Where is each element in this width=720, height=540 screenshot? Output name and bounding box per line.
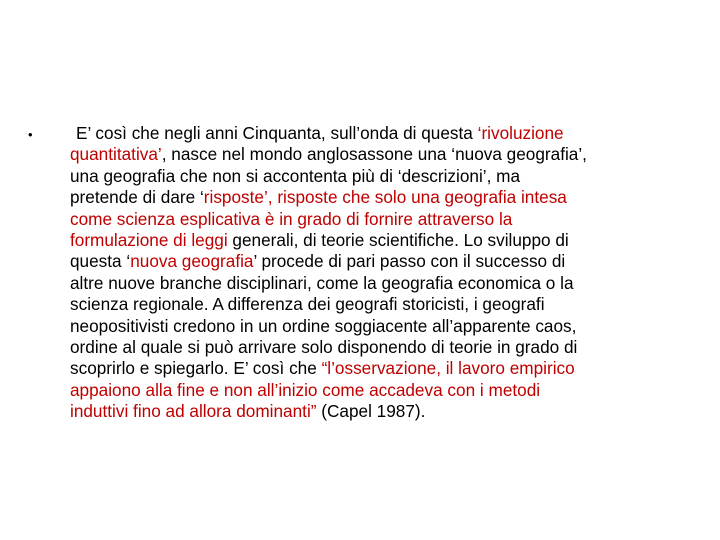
paragraph-line	[70, 273, 690, 294]
highlighted-text: nuova geografia	[130, 251, 254, 272]
paragraph-line	[70, 209, 690, 230]
text-segment: ordine al quale si può arrivare solo disponendo di teorie in grado di	[70, 337, 578, 358]
body-paragraph	[70, 123, 690, 423]
paragraph-line	[70, 380, 690, 401]
paragraph-line	[76, 123, 690, 144]
paragraph-line	[70, 144, 690, 165]
paragraph-line	[70, 358, 690, 379]
text-segment: una geografia che non si accontenta più di ‘descrizioni’, ma	[70, 165, 521, 186]
highlighted-text: induttivi fino ad allora dominanti”	[70, 401, 317, 422]
paragraph-line	[70, 187, 690, 208]
paragraph-line	[70, 337, 690, 358]
paragraph-line	[70, 294, 690, 315]
highlighted-text: quantitativa’	[70, 144, 162, 165]
paragraph-line	[70, 251, 690, 272]
paragraph-line	[70, 316, 690, 337]
highlighted-text: risposte’, risposte che solo una geografia intesa	[203, 187, 567, 208]
paragraph-line	[70, 230, 690, 251]
bullet-marker: •	[28, 127, 33, 142]
highlighted-text: ‘rivoluzione	[477, 123, 564, 143]
text-segment: (Capel 1987).	[316, 401, 426, 422]
text-segment: neopositivisti credono in un ordine soggiacente all’apparente caos,	[70, 315, 577, 336]
text-segment: ’ procede di pari passo con il successo di	[253, 251, 566, 272]
highlighted-text: formulazione di leggi	[70, 230, 228, 251]
highlighted-text: “l’osservazione, il lavoro empirico	[321, 358, 575, 379]
text-segment: E’ così che negli anni Cinquanta, sull’onda di questa	[76, 123, 478, 143]
text-segment: , nasce nel mondo anglosassone una ‘nuova geografia’,	[161, 144, 587, 165]
text-segment: generali, di teorie scientifiche. Lo sviluppo di	[227, 230, 569, 251]
text-segment: scoprirlo e spiegarlo. E’ così che	[70, 358, 322, 379]
text-segment: pretende di dare ‘	[70, 187, 204, 208]
paragraph-line	[70, 401, 690, 422]
highlighted-text: come scienza esplicativa è in grado di fornire attraverso la	[70, 208, 513, 229]
highlighted-text: appaiono alla fine e non all’inizio come accadeva con i metodi	[70, 379, 541, 400]
text-segment: scienza regionale. A differenza dei geografi storicisti, i geografi	[70, 294, 545, 315]
paragraph-line	[70, 166, 690, 187]
text-segment: questa ‘	[70, 251, 131, 272]
text-segment: altre nuove branche disciplinari, come la geografia economica o la	[70, 272, 574, 293]
